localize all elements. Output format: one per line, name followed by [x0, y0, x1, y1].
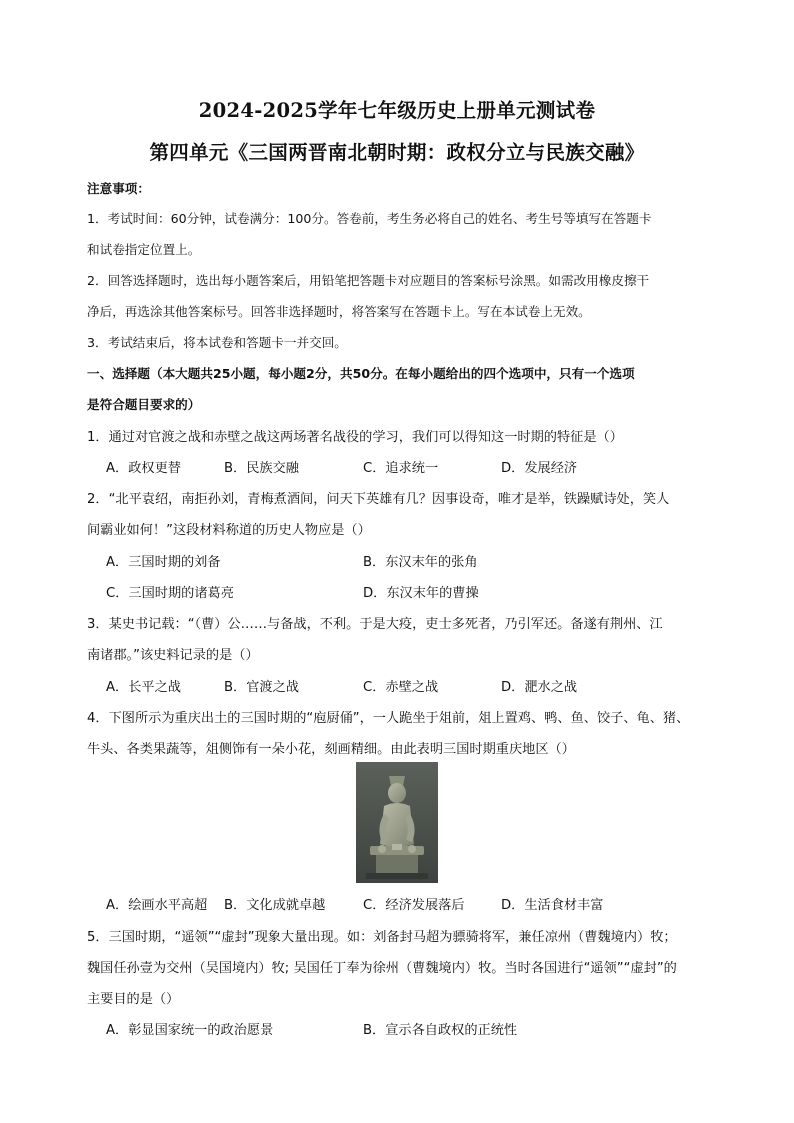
question-4-stem-cont: 牛头、各类果蔬等，俎侧饰有一朵小花，刻画精细。由此表明三国时期重庆地区（） [87, 742, 575, 757]
question-4-option-d: D．生活食材丰富 [501, 898, 604, 913]
question-4-option-a: A．绘画水平高超 [106, 898, 208, 913]
exam-title: 2024-2025学年七年级历史上册单元测试卷 [198, 99, 596, 122]
question-3-option-a: A．长平之战 [106, 680, 181, 695]
question-5-stem: 5．三国时期，“遥领”“虚封”现象大量出现。如：刘备封马超为骠骑将军，兼任凉州（曹魏境内）牧； [87, 930, 677, 945]
question-3-option-b: B．官渡之战 [224, 680, 299, 695]
question-5-stem-cont: 魏国任孙壹为交州（吴国境内）牧; 吴国任丁奉为徐州（曹魏境内）牧。当时各国进行“遥领”“虚封”的 [87, 961, 677, 976]
question-5-option-a: A．彰显国家统一的政治愿景 [106, 1023, 274, 1038]
question-2-option-a: A．三国时期的刘备 [106, 555, 221, 570]
question-4-stem: 4．下图所示为重庆出土的三国时期的“庖厨俑”，一人跪坐于俎前，俎上置鸡、鸭、鱼、饺子、龟、猪、 [87, 711, 690, 726]
question-2-option-d: D．东汉末年的曹操 [363, 586, 479, 601]
question-2-option-c: C．三国时期的诸葛亮 [106, 586, 234, 601]
question-1-option-a: A．政权更替 [106, 461, 181, 476]
section-heading-cont: 是符合题目要求的） [87, 397, 201, 412]
question-1-option-d: D．发展经济 [501, 461, 578, 476]
question-2-stem: 2．“北平袁绍，南拒孙刘，青梅煮酒间，问天下英雄有几？因事设奇，唯才是举，铁躁赋诗处，笑人 [87, 492, 670, 507]
question-5-option-b: B．宣示各自政权的正统性 [363, 1023, 518, 1038]
unit-subtitle: 第四单元《三国两晋南北朝时期：政权分立与民族交融》 [149, 141, 645, 164]
notice-heading: 注意事项： [87, 181, 150, 196]
notice-line: 1．考试时间：60分钟，试卷满分：100分。答卷前，考生务必将自己的姓名、考生号等填写在答题卡 [87, 211, 652, 226]
question-3-stem: 3．某史书记载：“（曹）公……与备战，不利。于是大疫，吏士多死者，乃引军还。备遂有荆州、江 [87, 617, 663, 632]
section-heading: 一、选择题（本大题共25小题，每小题2分，共50分。在每小题给出的四个选项中，只有一个选项 [87, 366, 635, 381]
question-4-option-b: B．文化成就卓越 [224, 898, 326, 913]
question-4-option-c: C．经济发展落后 [363, 898, 465, 913]
question-3-option-d: D．淝水之战 [501, 680, 578, 695]
question-3-option-c: C．赤壁之战 [363, 680, 439, 695]
question-2-stem-cont: 间霸业如何！”这段材料称道的历史人物应是（） [87, 523, 371, 538]
notice-line: 和试卷指定位置上。 [87, 242, 201, 257]
notice-line: 2．回答选择题时，选出每小题答案后，用铅笔把答题卡对应题目的答案标号涂黑。如需改用橡皮擦干 [87, 273, 650, 288]
question-2-option-b: B．东汉末年的张角 [363, 555, 478, 570]
question-1-stem: 1．通过对官渡之战和赤壁之战这两场著名战役的学习，我们可以得知这一时期的特征是（） [87, 430, 623, 445]
question-1-option-b: B．民族交融 [224, 461, 299, 476]
question-5-stem-cont: 主要目的是（） [87, 992, 180, 1007]
question-3-stem-cont: 南诸郡。”该史料记录的是（） [87, 648, 259, 663]
notice-line: 净后，再选涂其他答案标号。回答非选择题时，将答案写在答题卡上。写在本试卷上无效。 [87, 304, 591, 319]
question-1-option-c: C．追求统一 [363, 461, 439, 476]
pottery-cook-figurine-image [356, 762, 438, 883]
notice-line: 3．考试结束后，将本试卷和答题卡一并交回。 [87, 335, 347, 350]
